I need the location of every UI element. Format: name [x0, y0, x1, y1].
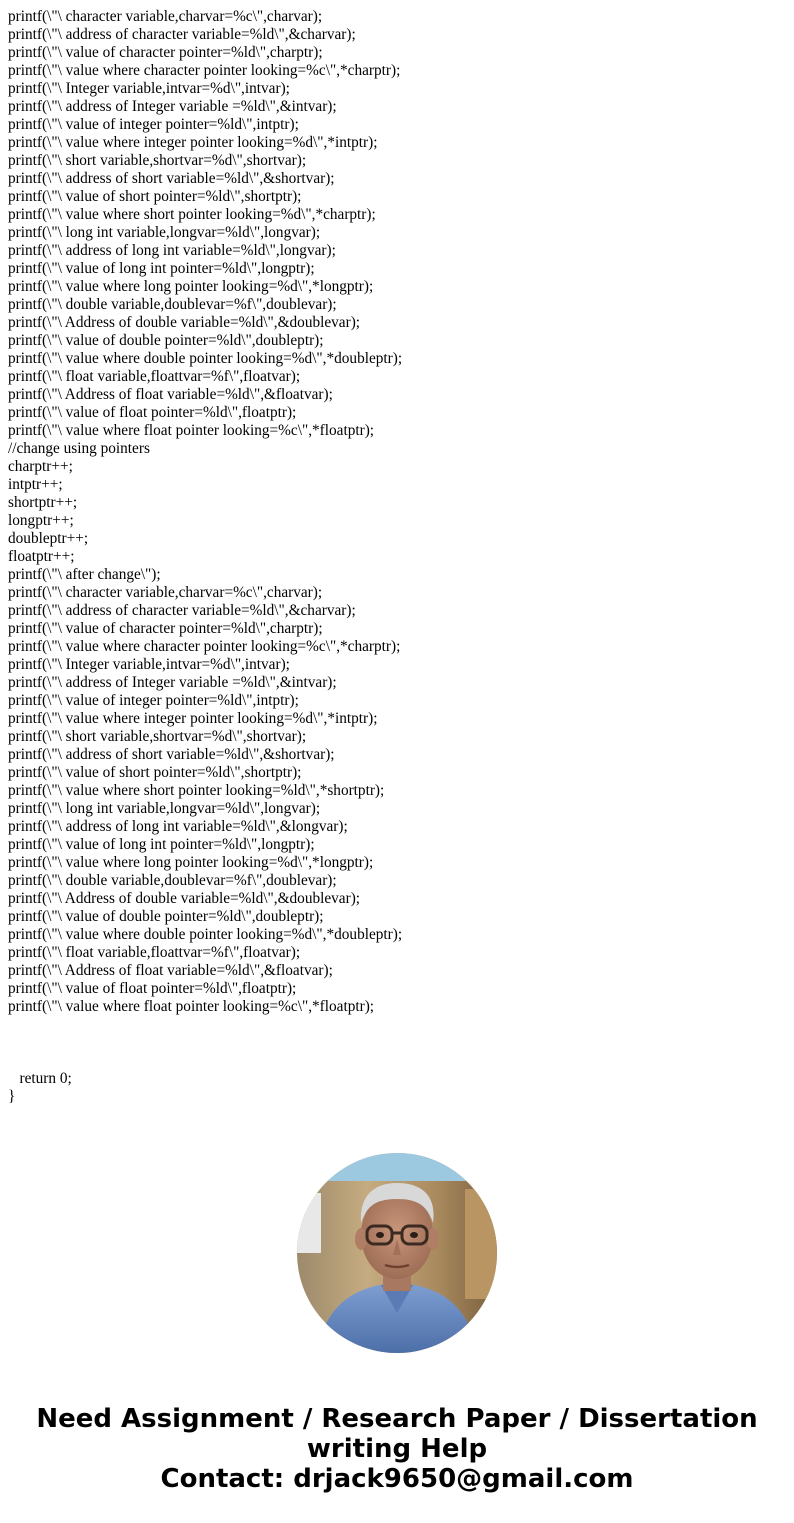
author-avatar: [297, 1153, 497, 1353]
code-line: doubleptr++;: [8, 530, 89, 547]
code-line: printf(\"\ after change\");: [8, 566, 161, 583]
code-line: printf(\"\ address of character variable=%ld\",&charvar);: [8, 602, 356, 619]
code-line: printf(\"\ value of float pointer=%ld\",floatptr);: [8, 404, 297, 421]
code-line: printf(\"\ value where double pointer looking=%d\",*doubleptr);: [8, 926, 403, 943]
code-line: printf(\"\ value of long int pointer=%ld\",longptr);: [8, 836, 315, 853]
code-line: printf(\"\ value where long pointer looking=%d\",*longptr);: [8, 278, 374, 295]
code-line: printf(\"\ long int variable,longvar=%ld\",longvar);: [8, 224, 321, 241]
code-line: intptr++;: [8, 476, 63, 493]
code-line: printf(\"\ float variable,floattvar=%f\",floatvar);: [8, 368, 301, 385]
code-line: printf(\"\ Integer variable,intvar=%d\",intvar);: [8, 80, 290, 97]
code-line: longptr++;: [8, 512, 74, 529]
code-line: printf(\"\ Address of float variable=%ld\",&floatvar);: [8, 386, 333, 403]
code-line: printf(\"\ character variable,charvar=%c\",charvar);: [8, 584, 323, 601]
code-line: printf(\"\ value where long pointer looking=%d\",*longptr);: [8, 854, 374, 871]
code-line: printf(\"\ address of character variable=%ld\",&charvar);: [8, 26, 356, 43]
code-line: printf(\"\ value of integer pointer=%ld\",intptr);: [8, 116, 299, 133]
code-line: printf(\"\ value of short pointer=%ld\",shortptr);: [8, 764, 302, 781]
code-line: return 0;: [8, 1070, 72, 1087]
code-line: }: [8, 1088, 16, 1105]
code-line: printf(\"\ address of Integer variable =%ld\",&intvar);: [8, 98, 337, 115]
code-line: printf(\"\ Address of double variable=%ld\",&doublevar);: [8, 314, 361, 331]
banner-line-1: Need Assignment / Research Paper / Dissertation: [36, 1404, 758, 1434]
code-line: printf(\"\ value of short pointer=%ld\",shortptr);: [8, 188, 302, 205]
code-line: printf(\"\ address of long int variable=%ld\",&longvar);: [8, 818, 348, 835]
blank-lines: [8, 1016, 788, 1070]
code-line: printf(\"\ float variable,floattvar=%f\",floatvar);: [8, 944, 301, 961]
code-line: printf(\"\ value of double pointer=%ld\",doubleptr);: [8, 332, 324, 349]
code-line: printf(\"\ value where integer pointer looking=%d\",*intptr);: [8, 710, 378, 727]
author-photo-icon: [297, 1153, 497, 1353]
code-listing: [8, 8, 788, 1106]
code-line: printf(\"\ value where double pointer looking=%d\",*doubleptr);: [8, 350, 403, 367]
code-line: printf(\"\ value where float pointer looking=%c\",*floatptr);: [8, 422, 375, 439]
code-line: printf(\"\ address of short variable=%ld\",&shortvar);: [8, 170, 335, 187]
promo-banner: [0, 1404, 794, 1494]
code-line: printf(\"\ short variable,shortvar=%d\",shortvar);: [8, 152, 307, 169]
code-line: floatptr++;: [8, 548, 75, 565]
banner-contact-line: Contact: drjack9650@gmail.com: [160, 1464, 634, 1494]
code-line: shortptr++;: [8, 494, 78, 511]
code-line: printf(\"\ address of Integer variable =%ld\",&intvar);: [8, 674, 337, 691]
code-line: printf(\"\ value of character pointer=%ld\",charptr);: [8, 44, 323, 61]
code-lines-top: [8, 8, 788, 1016]
code-line: printf(\"\ value of double pointer=%ld\",doubleptr);: [8, 908, 324, 925]
code-line: printf(\"\ double variable,doublevar=%f\",doublevar);: [8, 296, 337, 313]
code-line: printf(\"\ character variable,charvar=%c\",charvar);: [8, 8, 323, 25]
code-line: printf(\"\ value where short pointer looking=%ld\",*shortptr);: [8, 782, 385, 799]
code-line: printf(\"\ address of short variable=%ld\",&shortvar);: [8, 746, 335, 763]
code-line: printf(\"\ value where character pointer looking=%c\",*charptr);: [8, 62, 401, 79]
code-line: printf(\"\ value where float pointer looking=%c\",*floatptr);: [8, 998, 375, 1015]
banner-line-2: writing Help: [306, 1434, 488, 1464]
code-line: printf(\"\ Address of double variable=%ld\",&doublevar);: [8, 890, 361, 907]
code-line: printf(\"\ double variable,doublevar=%f\",doublevar);: [8, 872, 337, 889]
code-line: printf(\"\ value of float pointer=%ld\",floatptr);: [8, 980, 297, 997]
code-line: printf(\"\ value of integer pointer=%ld\",intptr);: [8, 692, 299, 709]
code-line: charptr++;: [8, 458, 73, 475]
code-line: printf(\"\ long int variable,longvar=%ld\",longvar);: [8, 800, 321, 817]
code-lines-bottom: [8, 1070, 788, 1106]
code-line: printf(\"\ short variable,shortvar=%d\",shortvar);: [8, 728, 307, 745]
code-line: printf(\"\ value of long int pointer=%ld\",longptr);: [8, 260, 315, 277]
code-line: printf(\"\ value where character pointer looking=%c\",*charptr);: [8, 638, 401, 655]
code-line: printf(\"\ Address of float variable=%ld\",&floatvar);: [8, 962, 333, 979]
code-line: printf(\"\ Integer variable,intvar=%d\",intvar);: [8, 656, 290, 673]
code-line: printf(\"\ value where short pointer looking=%d\",*charptr);: [8, 206, 376, 223]
code-line: printf(\"\ address of long int variable=%ld\",longvar);: [8, 242, 336, 259]
code-line: printf(\"\ value where integer pointer looking=%d\",*intptr);: [8, 134, 378, 151]
code-line: printf(\"\ value of character pointer=%ld\",charptr);: [8, 620, 323, 637]
code-line: //change using pointers: [8, 440, 150, 457]
